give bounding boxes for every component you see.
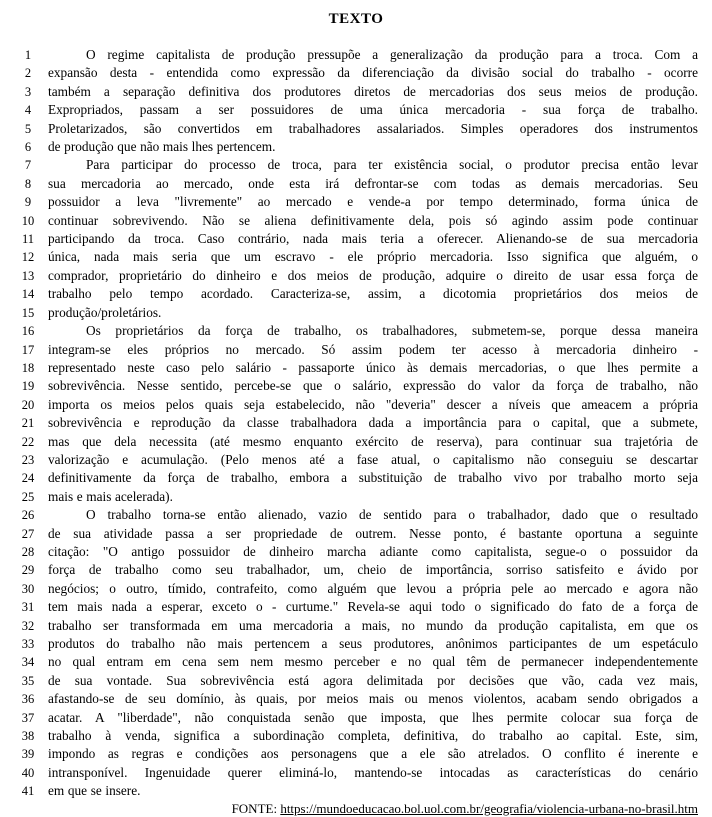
text-line-row bbox=[0, 745, 712, 763]
line-number: 14 bbox=[21, 287, 35, 302]
line-text: definitivamente da força de trabalho, embora a substituição de trabalho vivo por trabalho morto seja bbox=[48, 470, 698, 486]
line-text: comprador, proprietário do dinheiro e dos meios de produção, adquire o direito de usar essa força de bbox=[48, 267, 698, 283]
line-number: 25 bbox=[21, 489, 35, 504]
source-line bbox=[0, 801, 712, 817]
source-label: FONTE: bbox=[231, 800, 278, 816]
line-text: de sua vontade. Sua sobrevivência está agora delimitada por decisões que vão, cada vez mais, bbox=[48, 672, 698, 688]
line-number: 21 bbox=[21, 416, 35, 431]
text-line-row bbox=[0, 653, 712, 671]
line-text: Os proprietários da força de trabalho, os trabalhadores, submetem-se, porque dessa maneira bbox=[86, 323, 698, 339]
text-line-row bbox=[0, 672, 712, 690]
text-line-row bbox=[0, 469, 712, 487]
line-number: 32 bbox=[21, 618, 35, 633]
text-line-row bbox=[0, 377, 712, 395]
line-text: representado neste caso pelo salário - passaporte único às demais mercadorias, o que lhes permite a bbox=[48, 359, 698, 375]
line-number: 28 bbox=[21, 544, 35, 559]
text-line-row bbox=[0, 285, 712, 303]
line-number: 36 bbox=[21, 692, 35, 707]
line-text: sobrevivência. Nesse sentido, percebe-se que o salário, expressão do valor da força de trabalho, não bbox=[48, 378, 698, 394]
line-number: 24 bbox=[21, 471, 35, 486]
line-text: sua mercadoria ao mercado, onde esta irá defrontar-se com todas as demais mercadorias. Seu bbox=[48, 175, 698, 191]
line-number: 18 bbox=[21, 360, 35, 375]
line-text: mas que dela necessita (até mesmo enquanto exército de reserva), para continuar sua trajetória de bbox=[48, 433, 698, 449]
line-number: 20 bbox=[21, 397, 35, 412]
page-title: TEXTO bbox=[328, 11, 384, 27]
text-line-row bbox=[0, 690, 712, 708]
line-text: trabalho pelo tempo acordado. Caracteriza-se, assim, a dicotomia proprietários dos meios de bbox=[48, 286, 698, 302]
line-number: 9 bbox=[24, 195, 32, 210]
line-text: continuar sobrevivendo. Não se aliena definitivamente dela, pois só agindo assim pode continuar bbox=[48, 212, 698, 228]
text-line-row bbox=[0, 543, 712, 561]
text-line-row bbox=[0, 396, 712, 414]
line-number: 34 bbox=[21, 655, 35, 670]
line-text: intransponível. Ingenuidade querer eliminá-lo, mantendo-se intocadas as características do cenário bbox=[48, 764, 698, 780]
line-text: de sua atividade passa a ser propriedade de outrem. Nesse ponto, é bastante oportuna a seguinte bbox=[48, 525, 698, 541]
text-line-row bbox=[0, 138, 712, 156]
text-line-row bbox=[0, 83, 712, 101]
line-text: sobrevivência e reprodução da classe trabalhadora dada a importância para o capital, que a submete, bbox=[48, 415, 698, 431]
line-text: mais e mais acelerada). bbox=[48, 488, 173, 504]
line-text: única, nada mais seria que um escravo - ele próprio mercadoria. Isso significa que alguém, o bbox=[48, 249, 698, 265]
text-line-row bbox=[0, 414, 712, 432]
line-text: Para participar do processo de troca, para ter existência social, o produtor precisa então levar bbox=[86, 157, 698, 173]
line-number: 4 bbox=[24, 103, 32, 118]
line-text: trabalho à venda, significa a subordinação completa, definitiva, do trabalho ao capital. Este, sim, bbox=[48, 728, 698, 744]
text-line-row bbox=[0, 64, 712, 82]
text-line-row bbox=[0, 175, 712, 193]
text-line-row bbox=[0, 433, 712, 451]
line-number: 35 bbox=[21, 673, 35, 688]
line-number: 10 bbox=[21, 213, 35, 228]
line-text: participando da troca. Caso contrário, nada mais teria a oferecer. Alienando-se de sua mercadoria bbox=[48, 231, 698, 247]
line-text: trabalho ser transformada em uma mercadoria a mais, no mundo da produção capitalista, em que os bbox=[48, 617, 698, 633]
line-number: 37 bbox=[21, 710, 35, 725]
line-text: também a separação definitiva dos produtores diretos de mercadorias dos seus meios de produção. bbox=[48, 83, 698, 99]
line-text: produtos do trabalho não mais pertencem a seus produtores, anônimos participantes de um espetáculo bbox=[48, 636, 698, 651]
line-number: 26 bbox=[21, 508, 35, 523]
line-number: 13 bbox=[21, 268, 35, 283]
text-line-row bbox=[0, 359, 712, 377]
line-number: 39 bbox=[21, 747, 35, 762]
text-line-row bbox=[0, 525, 712, 543]
text-line-row bbox=[0, 451, 712, 469]
line-number: 11 bbox=[21, 232, 35, 247]
line-text: valorização e acumulação. (Pelo menos até a fase atual, o capitalismo não conseguiu se descartar bbox=[48, 451, 698, 467]
line-text: negócios; o outro, tímido, contrafeito, como alguém que levou a própria pele ao mercado e agora não bbox=[48, 580, 698, 596]
line-text: O regime capitalista de produção pressupõe a generalização da produção para a troca. Com a bbox=[86, 47, 698, 62]
text-line-row bbox=[0, 506, 712, 524]
line-text: de produção que não mais lhes pertencem. bbox=[48, 139, 276, 155]
line-number: 17 bbox=[21, 342, 35, 357]
line-text: impondo as regras e condições aos personagens que a ele são atrelados. O conflito é inerente e bbox=[48, 746, 698, 762]
text-line-row bbox=[0, 267, 712, 285]
text-line-row bbox=[0, 709, 712, 727]
text-line-row bbox=[0, 782, 712, 800]
line-text: citação: "O antigo possuidor de dinheiro marcha adiante como capitalista, segue-o o possuidor da bbox=[48, 543, 698, 559]
source-link[interactable]: https://mundoeducacao.bol.uol.com.br/geografia/violencia-urbana-no-brasil.htm bbox=[280, 800, 698, 816]
line-text: Proletarizados, são convertidos em trabalhadores assalariados. Simples operadores dos instrumentos bbox=[48, 120, 698, 136]
line-number: 16 bbox=[21, 324, 35, 339]
line-number: 27 bbox=[21, 526, 35, 541]
line-number: 40 bbox=[21, 765, 35, 780]
line-text: força de trabalho como seu trabalhador, um, cheio de importância, sorriso satisfeito e ávido por bbox=[48, 562, 698, 578]
line-text: em que se insere. bbox=[48, 783, 141, 799]
text-line-row bbox=[0, 635, 712, 653]
text-line-row bbox=[0, 101, 712, 119]
line-text: produção/proletários. bbox=[48, 304, 162, 320]
text-line-row bbox=[0, 764, 712, 782]
line-text: afastando-se de seu domínio, às quais, por meios mais ou menos violentos, acabam sendo obrigados a bbox=[48, 691, 698, 707]
line-number: 1 bbox=[24, 48, 32, 62]
line-number: 2 bbox=[24, 66, 32, 81]
text-line-row bbox=[0, 598, 712, 616]
line-number: 23 bbox=[21, 452, 35, 467]
text-line-row bbox=[0, 561, 712, 579]
line-number: 31 bbox=[21, 600, 35, 615]
line-number: 12 bbox=[21, 250, 35, 265]
line-number: 7 bbox=[24, 158, 32, 173]
text-line-row bbox=[0, 46, 712, 64]
line-text: possuidor a leva "livremente" ao mercado e vende-a por tempo determinado, forma única de bbox=[48, 194, 698, 210]
line-text: tem mais nada a esperar, exceto o - curtume." Revela-se aqui todo o significado do fato de a força de bbox=[48, 599, 698, 615]
text-line-row bbox=[0, 156, 712, 174]
line-text: expansão desta - entendida como expressão da diferenciação da divisão social do trabalho - ocorre bbox=[48, 65, 698, 81]
text-line-row bbox=[0, 488, 712, 506]
text-line-row bbox=[0, 580, 712, 598]
line-number: 30 bbox=[21, 581, 35, 596]
line-text: Expropriados, passam a ser possuidores de uma única mercadoria - sua força de trabalho. bbox=[48, 102, 698, 118]
line-number: 3 bbox=[24, 84, 32, 99]
line-text: O trabalho torna-se então alienado, vazio de sentido para o trabalhador, dado que o resultado bbox=[86, 507, 698, 523]
line-number: 33 bbox=[21, 637, 35, 651]
text-line-row bbox=[0, 617, 712, 635]
text-line-row bbox=[0, 193, 712, 211]
text-line-row bbox=[0, 727, 712, 745]
text-line-row bbox=[0, 304, 712, 322]
line-text: importa os meios pelos quais seja estabelecido, não "deveria" descer a níveis que ameacem a própria bbox=[48, 396, 698, 412]
line-text: no qual entram em cena sem nem mesmo perceber e no qual têm de permanecer independentemente bbox=[48, 654, 698, 670]
line-number: 19 bbox=[21, 379, 35, 394]
line-number: 8 bbox=[24, 176, 32, 191]
line-number: 22 bbox=[21, 434, 35, 449]
line-number: 5 bbox=[24, 121, 32, 136]
line-text: integram-se eles próprios no mercado. Só assim podem ter acesso à mercadoria dinheiro - bbox=[48, 341, 698, 357]
text-line-row bbox=[0, 120, 712, 138]
line-number: 29 bbox=[21, 563, 35, 578]
text-line-row bbox=[0, 341, 712, 359]
text-line-row bbox=[0, 212, 712, 230]
text-line-row bbox=[0, 230, 712, 248]
text-line-row bbox=[0, 322, 712, 340]
line-number: 6 bbox=[24, 140, 32, 155]
line-number: 15 bbox=[21, 305, 35, 320]
line-number: 38 bbox=[21, 729, 35, 744]
line-text: acatar. A "liberdade", não conquistada senão que imposta, que lhes permite colocar sua força de bbox=[48, 709, 698, 725]
text-lines bbox=[0, 46, 712, 801]
line-number: 41 bbox=[21, 784, 35, 799]
text-line-row bbox=[0, 248, 712, 266]
